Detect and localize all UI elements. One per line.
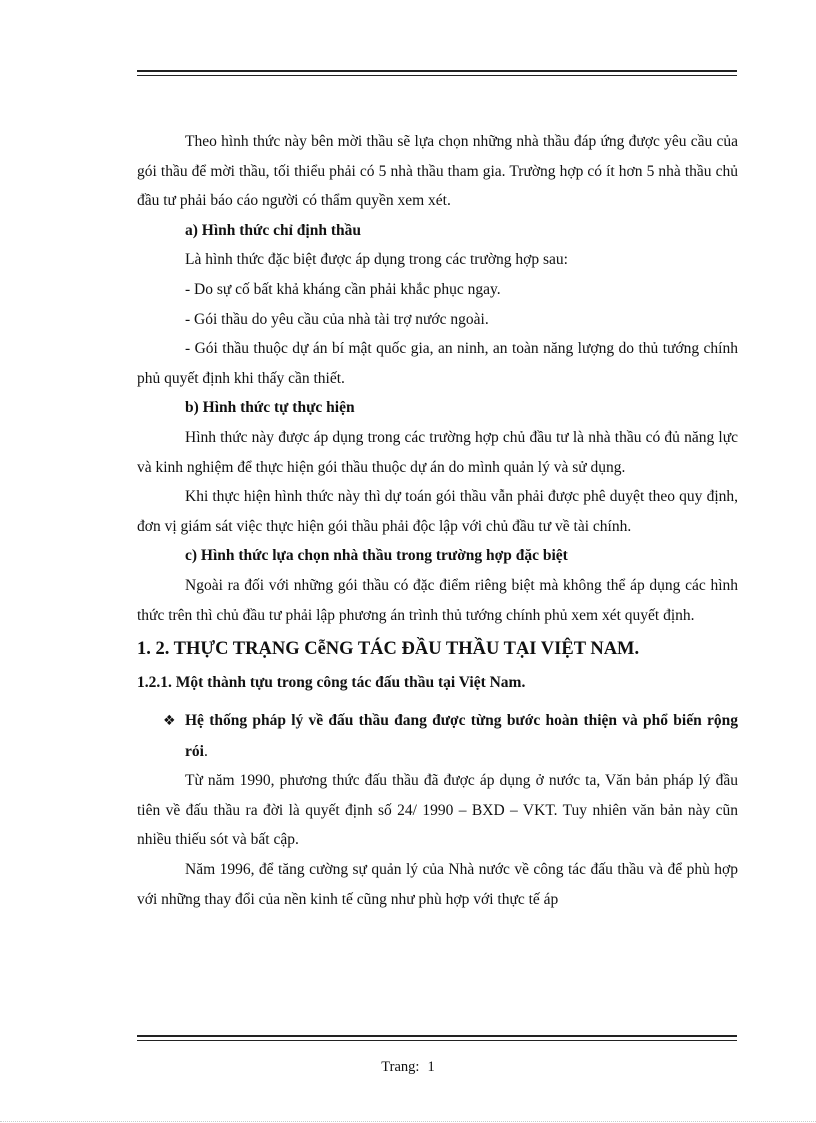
dash-item-3: - Gói thầu thuộc dự án bí mật quốc gia, an ninh, an toàn năng lượng do thủ tướng chính phủ quyết định khi thấy cần thiết.	[137, 340, 738, 387]
page-footer	[0, 1057, 816, 1077]
paragraph-history-1996: Năm 1996, để tăng cường sự quản lý của Nhà nước về công tác đấu thầu và để phù hợp với những thay đổi của nền kinh tế cũng như phù hợp với thực tế áp	[137, 861, 738, 908]
paragraph-history-1990: Từ năm 1990, phương thức đấu thầu đã được áp dụng ở nước ta, Văn bản pháp lý đầu tiên về đấu thầu ra đời là quyết định số 24/ 1990 – BXD – VKT. Tuy nhiên văn bản này cũn nhiều thiếu sót và bất cập.	[137, 772, 738, 849]
page-edge	[0, 1121, 816, 1122]
subsection-heading: 1.2.1. Một thành tựu trong công tác đấu thầu tại Việt Nam.	[137, 674, 526, 692]
bullet-text-tail: .	[203, 742, 208, 760]
paragraph-cases: Là hình thức đặc biệt được áp dụng trong các trường hợp sau:	[185, 251, 568, 269]
paragraph-intro: Theo hình thức này bên mời thầu sẽ lựa chọn những nhà thầu đáp ứng được yêu cầu của gói thầu để mời thầu, tối thiểu phải có 5 nhà thầu tham gia. Trường hợp có ít hơn 5 nhà thầu chủ đầu tư phải báo cáo người có thẩm quyền xem xét.	[137, 133, 738, 210]
bullet-text: Hệ thống pháp lý về đấu thầu đang được từng bước hoàn thiện và phổ biến rộng rói	[185, 712, 738, 760]
dash-item-2: - Gói thầu do yêu cầu của nhà tài trợ nước ngoài.	[185, 310, 489, 328]
paragraph-self-execution: Hình thức này được áp dụng trong các trường hợp chủ đầu tư là nhà thầu có đủ năng lực và kinh nghiệm để thực hiện gói thầu thuộc dự án do mình quản lý và sử dụng.	[137, 428, 738, 476]
heading-b: b) Hình thức tự thực hiện	[185, 399, 355, 417]
header-rule	[137, 70, 737, 76]
paragraph-budget: Khi thực hiện hình thức này thì dự toán gói thầu vẫn phải được phê duyệt theo quy định, đơn vị giám sát việc thực hiện gói thầu phải độc lập với chủ đầu tư về tài chính.	[137, 488, 738, 535]
heading-a: a) Hình thức chỉ định thầu	[185, 221, 361, 239]
paragraph-special-cases: Ngoài ra đối với những gói thầu có đặc điểm riêng biệt mà không thể áp dụng các hình thức trên thì chủ đầu tư phải lập phương án trình thủ tướng chính phủ xem xét quyết định.	[137, 576, 738, 624]
page-number: 1	[427, 1059, 435, 1075]
page-label: Trang:	[381, 1059, 420, 1075]
section-heading: 1. 2. THỰC TRẠNG CễNG TÁC ĐẦU THẦU TẠI VIỆT NAM.	[137, 639, 640, 660]
footer-rule	[137, 1035, 737, 1041]
document-body	[137, 127, 738, 914]
dash-item-1: - Do sự cố bất khả kháng cần phải khắc phục ngay.	[185, 280, 501, 298]
diamond-bullet-icon: ❖	[163, 713, 176, 730]
bullet-item	[137, 706, 738, 766]
heading-c: c) Hình thức lựa chọn nhà thầu trong trường hợp đặc biệt	[185, 547, 568, 565]
